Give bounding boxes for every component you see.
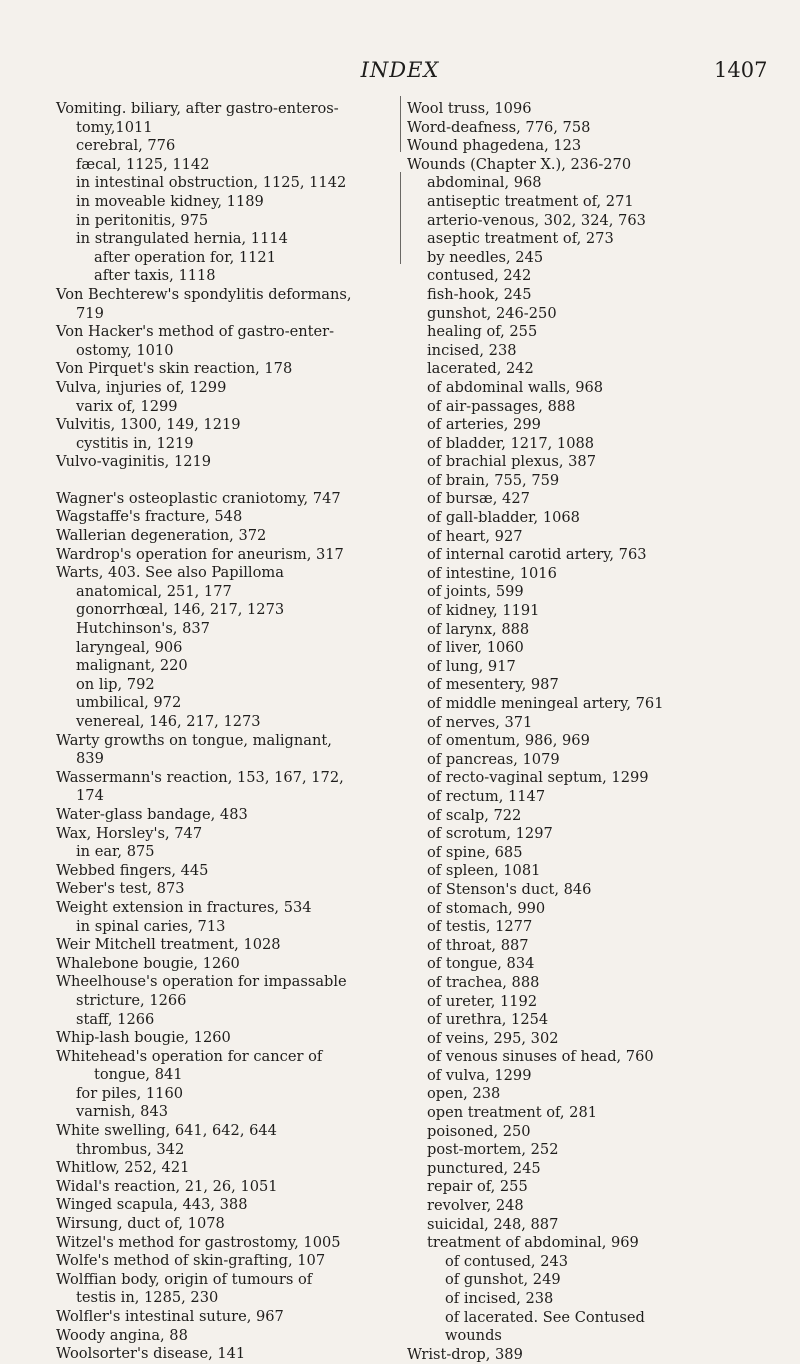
index-entry: of urethra, 1254	[427, 1011, 549, 1029]
index-entry: Whip-lash bougie, 1260	[56, 1029, 231, 1047]
index-entry: tomy,1011	[76, 118, 153, 136]
index-entry: antiseptic treatment of, 271	[427, 192, 634, 210]
index-entry: umbilical, 972	[76, 694, 182, 712]
index-entry: by needles, 245	[427, 248, 544, 266]
index-entry: of lacerated. See Contused	[445, 1308, 645, 1326]
index-entry: of arteries, 299	[427, 416, 541, 434]
index-entry: of kidney, 1191	[427, 602, 540, 620]
index-entry: tongue, 841	[94, 1066, 183, 1084]
index-entry: White swelling, 641, 642, 644	[56, 1122, 277, 1140]
index-entry: Woolsorter's disease, 141	[56, 1345, 246, 1363]
index-entry: testis in, 1285, 230	[76, 1289, 219, 1307]
index-entry: staff, 1266	[76, 1010, 155, 1028]
index-entry: of bladder, 1217, 1088	[427, 434, 595, 452]
index-entry: Wardrop's operation for aneurism, 317	[56, 545, 344, 563]
index-entry: of abdominal walls, 968	[427, 378, 604, 396]
index-entry: Wolfler's intestinal suture, 967	[56, 1308, 284, 1325]
index-entry: of joints, 599	[427, 583, 524, 601]
section-gap	[56, 472, 392, 490]
index-entry: lacerated, 242	[427, 360, 534, 378]
index-entry: of veins, 295, 302	[427, 1029, 559, 1047]
index-entry: contused, 242	[427, 267, 532, 285]
index-entry: 839	[76, 750, 104, 768]
index-entry: gonorrhœal, 146, 217, 1273	[76, 601, 285, 619]
index-entry: Whalebone bougie, 1260	[56, 954, 240, 972]
index-entry: varix of, 1299	[76, 397, 178, 415]
index-entry: incised, 238	[427, 341, 517, 359]
index-entry: Vulva, injuries of, 1299	[56, 378, 227, 396]
index-entry: of bursæ, 427	[427, 490, 530, 508]
index-entry: of trachea, 888	[427, 973, 540, 991]
index-entry: fæcal, 1125, 1142	[76, 155, 210, 173]
index-entry: Weber's test, 873	[56, 880, 185, 898]
index-entry: Wounds (Chapter X.), 236-270	[407, 155, 632, 173]
index-entry: on lip, 792	[76, 675, 155, 693]
index-entry: Winged scapula, 443, 388	[56, 1196, 248, 1214]
index-entry: of omentum, 986, 969	[427, 732, 590, 750]
index-entry: of ureter, 1192	[427, 992, 538, 1010]
index-entry: of larynx, 888	[427, 620, 530, 638]
index-entry: Word-deafness, 776, 758	[407, 118, 591, 136]
index-entry: of incised, 238	[445, 1290, 554, 1307]
index-entry: Wirsung, duct of, 1078	[56, 1215, 225, 1233]
index-entry: Wallerian degeneration, 372	[56, 527, 267, 545]
index-entry: of nerves, 371	[427, 713, 533, 731]
index-entry: aseptic treatment of, 273	[427, 230, 614, 248]
index-entry: of testis, 1277	[427, 918, 533, 936]
index-entry: of brain, 755, 759	[427, 471, 560, 489]
index-entry: in peritonitis, 975	[76, 211, 209, 229]
index-entry: Vulvo-vaginitis, 1219	[56, 453, 212, 471]
index-entry: in moveable kidney, 1189	[76, 192, 264, 210]
index-entry: of vulva, 1299	[427, 1066, 532, 1084]
index-entry: post-mortem, 252	[427, 1141, 559, 1159]
index-entry: Von Pirquet's skin reaction, 178	[56, 360, 293, 378]
index-entry: open treatment of, 281	[427, 1104, 598, 1122]
index-entry: of heart, 927	[427, 527, 523, 545]
index-entry: Wheelhouse's operation for impassable	[56, 973, 347, 991]
index-entry: Wool truss, 1096	[407, 100, 532, 117]
index-entry: punctured, 245	[427, 1159, 541, 1177]
index-column-left	[56, 100, 392, 1364]
index-entry: Wagstaffe's fracture, 548	[56, 508, 243, 526]
index-entry: Wagner's osteoplastic craniotomy, 747	[56, 489, 341, 507]
index-entry: anatomical, 251, 177	[76, 582, 232, 600]
index-entry: of throat, 887	[427, 936, 529, 954]
index-entry: abdominal, 968	[427, 174, 542, 192]
column-divider	[400, 172, 401, 264]
page-number: 1407	[714, 58, 768, 82]
index-entry: open, 238	[427, 1085, 501, 1103]
index-entry: in spinal caries, 713	[76, 917, 226, 935]
index-entry: revolver, 248	[427, 1197, 524, 1215]
index-entry: varnish, 843	[76, 1103, 169, 1121]
index-entry: in ear, 875	[76, 843, 155, 861]
index-entry: of venous sinuses of head, 760	[427, 1048, 654, 1066]
index-entry: Warts, 403. See also Papilloma	[56, 564, 284, 582]
index-entry: gunshot, 246-250	[427, 304, 557, 322]
index-entry: of mesentery, 987	[427, 676, 559, 694]
index-entry: Water-glass bandage, 483	[56, 805, 248, 823]
index-entry: Woody angina, 88	[56, 1326, 188, 1344]
index-entry: stricture, 1266	[76, 991, 187, 1009]
index-entry: Wax, Horsley's, 747	[56, 824, 203, 842]
index-entry: healing of, 255	[427, 323, 538, 341]
index-entry: cystitis in, 1219	[76, 434, 194, 452]
index-entry: fish-hook, 245	[427, 285, 532, 303]
index-entry: 174	[76, 787, 104, 805]
index-entry: of gall-bladder, 1068	[427, 509, 580, 527]
index-entry: of spine, 685	[427, 843, 523, 861]
index-entry: Wrist-drop, 389	[407, 1345, 523, 1363]
index-entry: of scalp, 722	[427, 806, 522, 824]
index-column-right	[407, 100, 754, 1364]
index-entry: Whitlow, 252, 421	[56, 1159, 190, 1177]
index-entry: of scrotum, 1297	[427, 825, 553, 843]
index-entry: Hutchinson's, 837	[76, 620, 210, 638]
index-entry: in strangulated hernia, 1114	[76, 230, 288, 248]
index-entry: of middle meningeal artery, 761	[427, 695, 664, 712]
index-entry: of brachial plexus, 387	[427, 453, 596, 471]
index-entry: of tongue, 834	[427, 955, 535, 973]
index-entry: repair of, 255	[427, 1178, 528, 1196]
index-entry: Wound phagedena, 123	[407, 137, 582, 155]
index-entry: of Stenson's duct, 846	[427, 880, 592, 898]
index-entry: 719	[76, 304, 104, 322]
index-entry: of recto-vaginal septum, 1299	[427, 769, 649, 787]
index-entry: Weight extension in fractures, 534	[56, 898, 312, 916]
index-entry: poisoned, 250	[427, 1122, 531, 1140]
index-entry: for piles, 1160	[76, 1084, 184, 1102]
index-entry: thrombus, 342	[76, 1140, 185, 1158]
index-entry: of intestine, 1016	[427, 564, 557, 582]
index-entry: arterio-venous, 302, 324, 763	[427, 211, 646, 229]
index-entry: Wolfe's method of skin-grafting, 107	[56, 1252, 326, 1270]
index-entry: of contused, 243	[445, 1252, 569, 1270]
index-entry: venereal, 146, 217, 1273	[76, 713, 261, 730]
index-entry: of spleen, 1081	[427, 862, 541, 880]
index-entry: after taxis, 1118	[94, 267, 216, 285]
index-entry: Wolffian body, origin of tumours of	[56, 1270, 313, 1288]
index-entry: of stomach, 990	[427, 899, 546, 917]
index-entry: ostomy, 1010	[76, 341, 174, 359]
index-entry: Von Hacker's method of gastro-enter-	[56, 323, 335, 341]
index-entry: Weir Mitchell treatment, 1028	[56, 936, 281, 954]
index-entry: after operation for, 1121	[94, 248, 276, 266]
index-entry: Vomiting. biliary, after gastro-enteros-	[56, 100, 339, 117]
index-entry: in intestinal obstruction, 1125, 1142	[76, 174, 347, 192]
index-entry: of lung, 917	[427, 657, 516, 675]
index-entry: suicidal, 248, 887	[427, 1215, 559, 1233]
index-entry: cerebral, 776	[76, 137, 176, 155]
index-entry: Whitehead's operation for cancer of	[56, 1047, 323, 1065]
index-entry: treatment of abdominal, 969	[427, 1234, 639, 1252]
index-entry: of gunshot, 249	[445, 1271, 561, 1289]
index-entry: Wassermann's reaction, 153, 167, 172,	[56, 768, 344, 786]
index-entry: Witzel's method for gastrostomy, 1005	[56, 1233, 341, 1251]
index-entry: of internal carotid artery, 763	[427, 546, 647, 564]
index-entry: Webbed fingers, 445	[56, 861, 209, 879]
index-entry: of liver, 1060	[427, 639, 524, 657]
index-entry: Widal's reaction, 21, 26, 1051	[56, 1177, 278, 1195]
column-divider	[400, 96, 401, 152]
index-entry: of pancreas, 1079	[427, 750, 560, 768]
index-entry: Vulvitis, 1300, 149, 1219	[56, 416, 241, 434]
index-entry: malignant, 220	[76, 657, 188, 675]
index-entry: Warty growths on tongue, malignant,	[56, 731, 332, 749]
index-entry: wounds	[445, 1327, 502, 1345]
page-title: INDEX	[360, 58, 440, 82]
index-entry: laryngeal, 906	[76, 638, 183, 656]
index-entry: of air-passages, 888	[427, 397, 576, 415]
index-entry: of rectum, 1147	[427, 787, 546, 805]
index-entry: Von Bechterew's spondylitis deformans,	[56, 285, 352, 303]
